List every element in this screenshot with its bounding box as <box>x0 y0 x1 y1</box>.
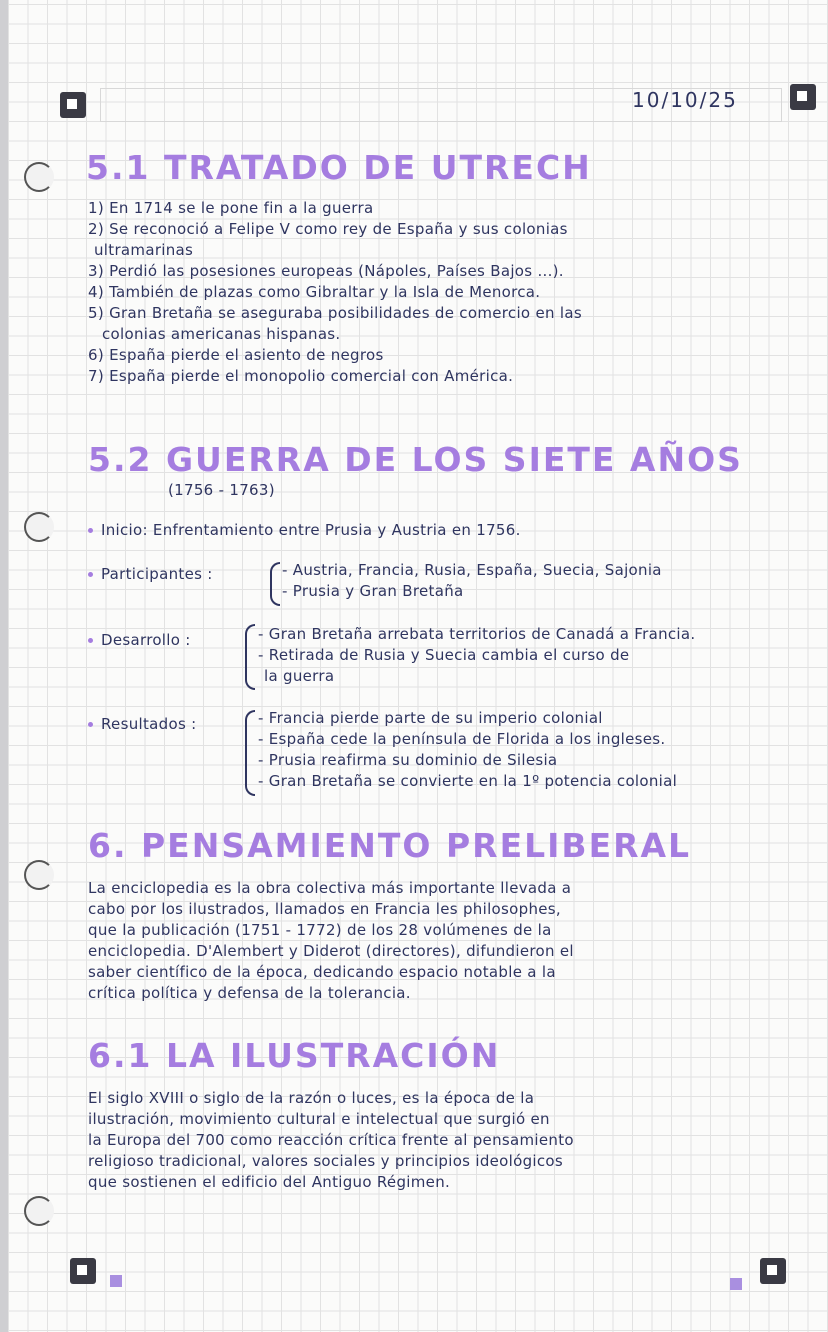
participantes-label <box>88 564 213 585</box>
desarrollo-list <box>258 624 695 687</box>
bullet-icon <box>88 722 93 727</box>
paragraph-line: La enciclopedia es la obra colectiva más importante llevada a <box>88 879 572 897</box>
list-item: la guerra <box>264 667 335 685</box>
corner-square-icon <box>110 1275 122 1287</box>
date: 10/10/25 <box>632 88 738 112</box>
page-edge <box>0 0 8 1332</box>
list-item: 1) En 1714 se le pone fin a la guerra <box>88 199 374 217</box>
list-item: colonias americanas hispanas. <box>102 325 341 343</box>
list-item: ultramarinas <box>94 241 194 259</box>
paragraph-line: religioso tradicional, valores sociales y principios ideológicos <box>88 1152 564 1170</box>
section-subtitle: (1756 - 1763) <box>168 481 275 499</box>
brace <box>270 562 280 606</box>
paragraph-line: cabo por los ilustrados, llamados en Francia les philosophes, <box>88 900 561 918</box>
brace <box>245 624 255 690</box>
list-item: 2) Se reconoció a Felipe V como rey de España y sus colonias <box>88 220 568 238</box>
paragraph-line: saber científico de la época, dedicando espacio notable a la <box>88 963 556 981</box>
brace <box>245 710 255 796</box>
resultados-label <box>88 714 196 735</box>
section-title: 5.1 TRATADO DE UTRECH <box>86 148 592 187</box>
list-item: 3) Perdió las posesiones europeas (Nápoles, Países Bajos ...). <box>88 262 564 280</box>
bullet-icon <box>88 528 93 533</box>
participantes-list <box>282 560 662 602</box>
list-item: 6) España pierde el asiento de negros <box>88 346 384 364</box>
paragraph-line: El siglo XVIII o siglo de la razón o luces, es la época de la <box>88 1089 535 1107</box>
list-item: 4) También de plazas como Gibraltar y la Isla de Menorca. <box>88 283 541 301</box>
desarrollo-label <box>88 630 191 651</box>
section-body <box>88 1088 574 1193</box>
bullet-icon <box>88 638 93 643</box>
bullet-icon <box>88 572 93 577</box>
list-item: - Austria, Francia, Rusia, España, Suecia, Sajonia <box>282 561 662 579</box>
section-body <box>88 878 574 1004</box>
paragraph-line: que sostienen el edificio del Antiguo Régimen. <box>88 1173 451 1191</box>
item-label: Desarrollo : <box>101 631 191 649</box>
item-label: Inicio: <box>101 521 148 539</box>
list-item: 5) Gran Bretaña se aseguraba posibilidades de comercio en las <box>88 304 582 322</box>
list-item: - Gran Bretaña se convierte en la 1º potencia colonial <box>258 772 678 790</box>
punch-hole-icon <box>24 162 54 192</box>
list-item: - Prusia y Gran Bretaña <box>282 582 464 600</box>
punch-hole-icon <box>24 860 54 890</box>
item-label: Participantes : <box>101 565 213 583</box>
section-title: 6. PENSAMIENTO PRELIBERAL <box>88 826 692 865</box>
inicio-item <box>88 520 521 541</box>
paragraph-line: ilustración, movimiento cultural e intelectual que surgió en <box>88 1110 550 1128</box>
corner-marker-icon <box>760 1258 786 1284</box>
corner-marker-icon <box>60 92 86 118</box>
section-title: 6.1 LA ILUSTRACIÓN <box>88 1036 501 1075</box>
corner-marker-icon <box>70 1258 96 1284</box>
punch-hole-icon <box>24 1196 54 1226</box>
list-item: - Francia pierde parte de su imperio colonial <box>258 709 603 727</box>
list-item: - Retirada de Rusia y Suecia cambia el curso de <box>258 646 630 664</box>
list-item: - Prusia reafirma su dominio de Silesia <box>258 751 558 769</box>
list-item: - España cede la península de Florida a los ingleses. <box>258 730 666 748</box>
paragraph-line: enciclopedia. D'Alembert y Diderot (directores), difundieron el <box>88 942 574 960</box>
section-title: 5.2 GUERRA DE LOS SIETE AÑOS <box>88 440 743 479</box>
section-body <box>88 198 582 387</box>
corner-marker-icon <box>790 84 816 110</box>
item-label: Resultados : <box>101 715 197 733</box>
corner-square-icon <box>730 1278 742 1290</box>
list-item: - Gran Bretaña arrebata territorios de Canadá a Francia. <box>258 625 696 643</box>
resultados-list <box>258 708 677 792</box>
item-text: Enfrentamiento entre Prusia y Austria en 1756. <box>152 521 521 539</box>
paragraph-line: crítica política y defensa de la tolerancia. <box>88 984 411 1002</box>
list-item: 7) España pierde el monopolio comercial con América. <box>88 367 514 385</box>
paragraph-line: que la publicación (1751 - 1772) de los 28 volúmenes de la <box>88 921 552 939</box>
paragraph-line: la Europa del 700 como reacción crítica frente al pensamiento <box>88 1131 574 1149</box>
punch-hole-icon <box>24 512 54 542</box>
